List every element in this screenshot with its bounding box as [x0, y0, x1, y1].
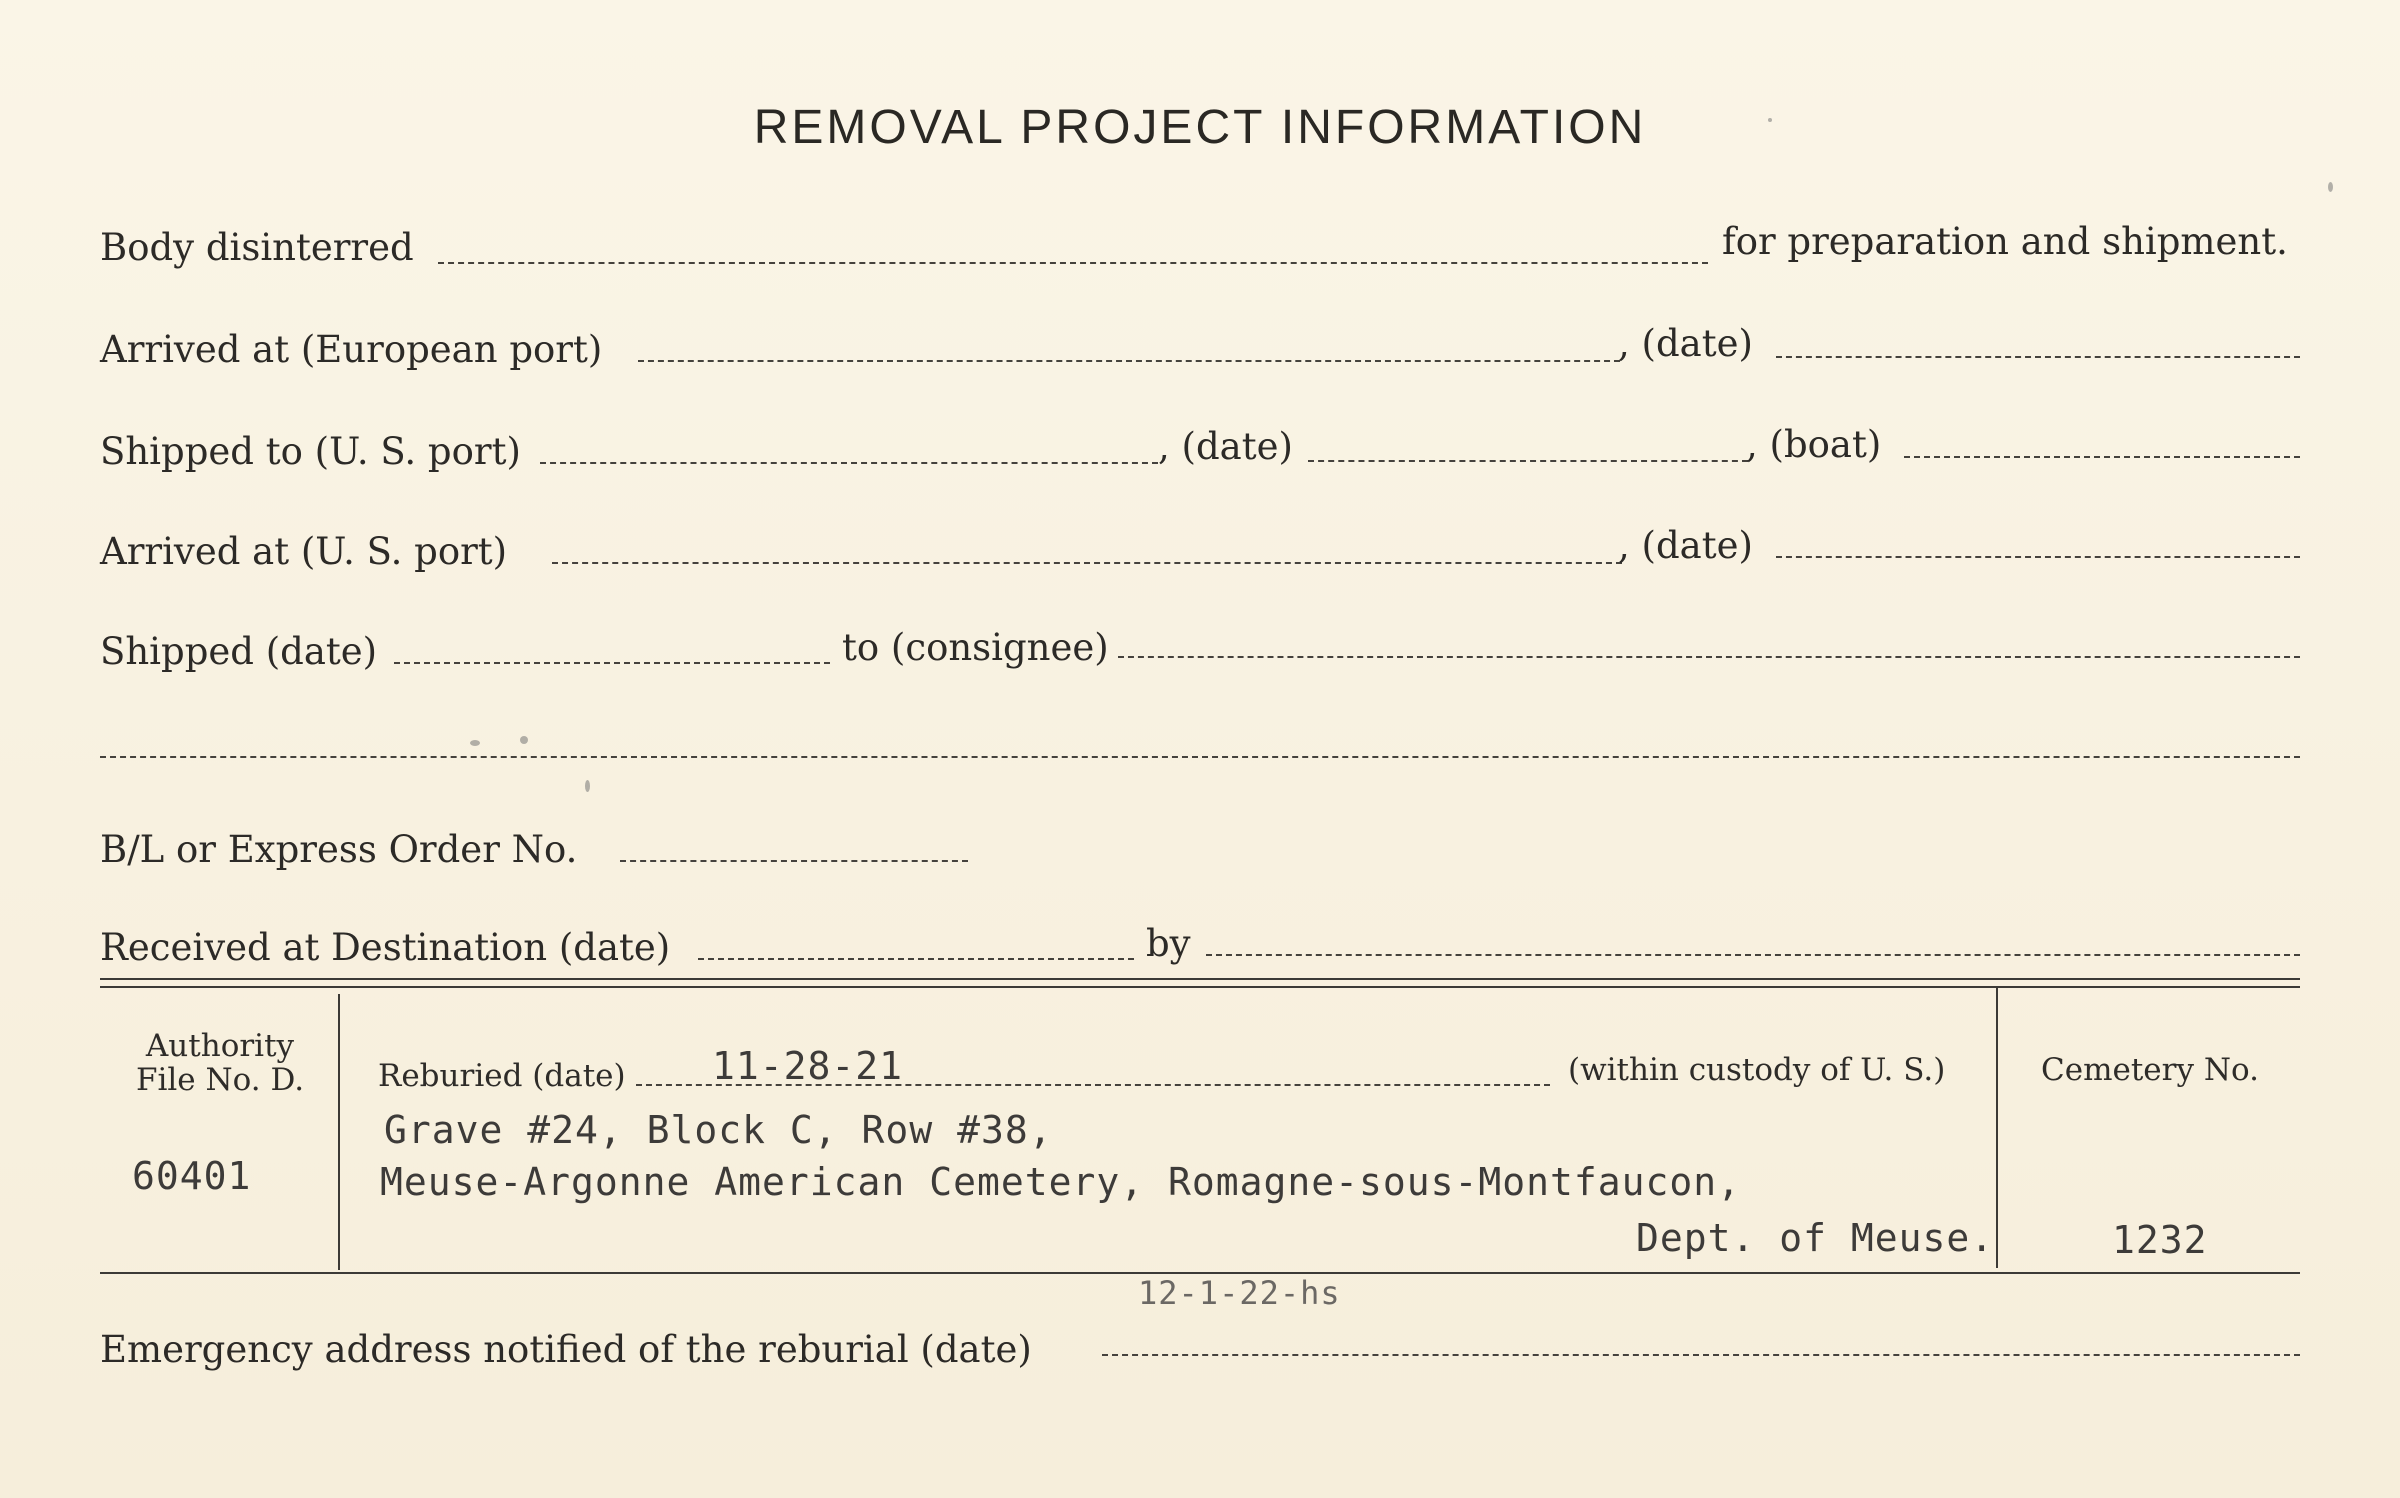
- arrived-european-date-label: , (date): [1618, 322, 1753, 365]
- box-top-rule: [100, 978, 2300, 980]
- ink-speck: [520, 736, 528, 744]
- received-date-field[interactable]: [698, 958, 1134, 960]
- bl-order-label: B/L or Express Order No.: [100, 828, 578, 871]
- boat-field[interactable]: [1904, 456, 2300, 458]
- received-label: Received at Destination (date): [100, 926, 671, 969]
- received-by-field[interactable]: [1206, 954, 2300, 956]
- body-disinterred-field[interactable]: [438, 262, 1708, 264]
- ink-speck: [585, 780, 590, 792]
- file-number: 60401: [132, 1154, 252, 1198]
- bl-order-field[interactable]: [620, 860, 968, 862]
- page-title: REMOVAL PROJECT INFORMATION: [753, 101, 1647, 154]
- ink-speck: [470, 740, 480, 746]
- cemetery-name: Meuse-Argonne American Cemetery, Romagne-sous-Montfaucon,: [380, 1160, 1742, 1204]
- cemetery-number: 1232: [2112, 1218, 2208, 1262]
- arrived-us-port-field[interactable]: [552, 562, 1622, 564]
- cemetery-no-label: Cemetery No.: [2041, 1052, 2259, 1088]
- clerk-notation: 12-1-22-hs: [1138, 1274, 1341, 1312]
- shipped-us-date-field[interactable]: [1308, 460, 1748, 462]
- box-divider-right: [1996, 988, 1998, 1268]
- reburied-label: Reburied (date): [378, 1058, 626, 1094]
- arrived-european-label: Arrived at (European port): [100, 328, 603, 371]
- emergency-date-field[interactable]: [1102, 1354, 2300, 1356]
- custody-label: (within custody of U. S.): [1568, 1052, 1946, 1088]
- shipped-date-label: Shipped (date): [100, 630, 378, 673]
- shipment-suffix: for preparation and shipment.: [1722, 220, 2288, 263]
- shipped-us-label: Shipped to (U. S. port): [100, 430, 521, 473]
- department: Dept. of Meuse.: [1636, 1216, 1995, 1260]
- shipped-us-date-label: , (date): [1158, 425, 1293, 468]
- reburied-date: 11-28-21: [712, 1044, 904, 1088]
- us-port-field[interactable]: [540, 462, 1158, 464]
- box-divider-left: [338, 994, 340, 1270]
- arrived-us-date-label: , (date): [1618, 524, 1753, 567]
- european-date-field[interactable]: [1776, 356, 2300, 358]
- arrived-us-label: Arrived at (U. S. port): [100, 530, 508, 573]
- grave-location: Grave #24, Block C, Row #38,: [384, 1108, 1053, 1152]
- consignee-continuation-field[interactable]: [100, 756, 2300, 758]
- european-port-field[interactable]: [638, 360, 1620, 362]
- box-top-rule-inner: [100, 986, 2300, 988]
- emergency-label: Emergency address notified of the reburial (date): [100, 1328, 1032, 1371]
- body-disinterred-label: Body disinterred: [100, 226, 414, 269]
- ink-speck: [2328, 182, 2333, 192]
- reburied-date-field[interactable]: [636, 1084, 1550, 1086]
- file-no-label: File No. D.: [135, 1062, 305, 1098]
- authority-label: Authority: [145, 1028, 295, 1064]
- arrived-us-date-field[interactable]: [1776, 556, 2300, 558]
- boat-label: , (boat): [1746, 423, 1882, 466]
- by-label: by: [1146, 922, 1191, 965]
- consignee-field[interactable]: [1118, 656, 2300, 658]
- consignee-label: to (consignee): [842, 626, 1109, 669]
- shipped-date-field[interactable]: [394, 662, 830, 664]
- ink-speck: [1768, 118, 1772, 122]
